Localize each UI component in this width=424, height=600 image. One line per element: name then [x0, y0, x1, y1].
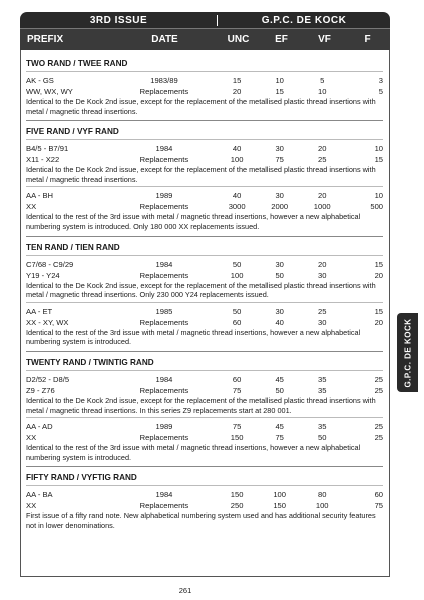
- ef-cell: 2000: [271, 202, 289, 212]
- prefix-cell: B4/5 - B7/91: [26, 144, 69, 154]
- ef-cell: 30: [275, 259, 284, 269]
- vf-cell: 20: [317, 144, 327, 154]
- f-cell: 25: [374, 385, 384, 395]
- prefix-cell: AA - ET: [26, 306, 53, 316]
- section-title: TEN RAND / TIEN RAND: [26, 242, 120, 252]
- ef-cell: 15: [275, 87, 284, 96]
- vf-cell: 30: [317, 270, 327, 280]
- table-row: [26, 385, 383, 396]
- vf-cell: 35: [317, 374, 327, 384]
- vf-cell: 20: [317, 259, 327, 269]
- date-cell: Replacements: [139, 270, 189, 280]
- date-cell: Replacements: [139, 501, 189, 511]
- date-cell: Replacements: [139, 385, 189, 395]
- entry-description: Identical to the rest of the 3rd issue with metal / magnetic thread insertions, however a new alphabetical numbering system is introduced.: [26, 327, 361, 347]
- col-prefix-header: PREFIX: [27, 34, 64, 45]
- entry-divider: [26, 139, 383, 140]
- prefix-cell: Z9 - Z76: [26, 385, 55, 395]
- table-row: [26, 259, 383, 270]
- f-cell: 3: [378, 76, 384, 85]
- ef-cell: 75: [275, 433, 284, 443]
- f-cell: 20: [374, 317, 384, 327]
- unc-cell: 100: [230, 270, 244, 280]
- vf-cell: 30: [317, 317, 327, 327]
- unc-cell: 150: [230, 490, 244, 500]
- f-cell: 10: [374, 191, 384, 201]
- table-row: [26, 143, 383, 154]
- side-tab: [397, 313, 418, 392]
- f-cell: 5: [378, 87, 384, 96]
- table-row: [26, 270, 383, 281]
- catalogue-page: [20, 12, 390, 585]
- prefix-cell: WW, WX, WY: [26, 87, 73, 96]
- f-cell: 75: [374, 501, 384, 511]
- ef-cell: 150: [273, 501, 286, 511]
- table-row: [26, 306, 383, 317]
- section-divider: [26, 466, 383, 467]
- section-divider: [26, 351, 383, 352]
- unc-cell: 60: [232, 374, 242, 384]
- col-vf-header: VF: [318, 34, 331, 45]
- entry-divider: [26, 485, 383, 486]
- entry-description: Identical to the De Kock 2nd issue, except for the replacement of the metallised plastic thread insertions with metal / magnetic thread insertions.: [26, 97, 376, 116]
- ef-cell: 45: [275, 374, 284, 384]
- side-tab-label: G.P.C. DE KOCK: [403, 317, 412, 388]
- unc-cell: 3000: [228, 202, 246, 212]
- date-cell: 1984: [155, 144, 173, 154]
- unc-cell: 75: [232, 422, 242, 432]
- vf-cell: 5: [320, 76, 325, 85]
- table-row: [26, 201, 383, 212]
- entry-description: Identical to the rest of the 3rd issue with metal / magnetic thread insertions, however a new alphabetical numbering system is introduced.: [26, 443, 361, 462]
- ef-cell: 30: [275, 144, 284, 154]
- vf-cell: 80: [317, 490, 327, 500]
- table-row: [26, 75, 383, 86]
- ef-cell: 30: [275, 306, 284, 316]
- date-cell: 1984: [155, 490, 173, 500]
- date-cell: 1989: [155, 191, 173, 201]
- table-row: [26, 489, 383, 500]
- ef-cell: 50: [275, 385, 284, 395]
- prefix-cell: Y19 - Y24: [26, 270, 60, 280]
- table-row: [26, 500, 383, 511]
- unc-cell: 60: [232, 317, 242, 327]
- date-cell: Replacements: [139, 87, 189, 96]
- date-cell: 1985: [155, 306, 173, 316]
- f-cell: 15: [374, 259, 384, 269]
- f-cell: 15: [374, 306, 384, 316]
- f-cell: 20: [374, 270, 384, 280]
- col-ef-header: EF: [275, 34, 288, 45]
- table-row: [26, 432, 383, 443]
- entry-divider: [26, 417, 383, 418]
- date-cell: 1989: [155, 422, 173, 432]
- table-row: [26, 154, 383, 165]
- prefix-cell: AA - BA: [26, 490, 53, 500]
- prefix-cell: AK - GS: [26, 76, 54, 85]
- ef-cell: 45: [275, 422, 284, 432]
- col-f-header: F: [364, 34, 371, 45]
- date-cell: Replacements: [139, 155, 189, 165]
- prefix-cell: D2/52 - D8/5: [26, 374, 70, 384]
- unc-cell: 150: [230, 433, 244, 443]
- f-cell: 25: [374, 433, 384, 443]
- entry-description: Identical to the De Kock 2nd issue, except for the replacement of the metallised plastic thread insertions with metal / magnetic thread insertions. In this series Z9 replacements start at 280 001.: [26, 395, 376, 415]
- date-cell: 1983/89: [150, 76, 178, 85]
- column-header-bar: [20, 28, 390, 50]
- f-cell: 10: [374, 144, 384, 154]
- header-top-bar: [20, 12, 390, 28]
- unc-cell: 40: [232, 144, 242, 154]
- date-cell: 1984: [155, 374, 173, 384]
- section-title: TWENTY RAND / TWINTIG RAND: [26, 357, 154, 367]
- price-table: [20, 50, 390, 577]
- section-title: FIFTY RAND / VYFTIG RAND: [26, 473, 137, 483]
- vf-cell: 1000: [313, 202, 331, 212]
- vf-cell: 35: [317, 422, 327, 432]
- section-title: TWO RAND / TWEE RAND: [26, 59, 128, 68]
- issue-heading: 3RD ISSUE: [20, 15, 218, 26]
- unc-cell: 50: [232, 306, 242, 316]
- prefix-cell: XX: [26, 501, 37, 511]
- entry-description: First issue of a fifty rand note. New alphabetical numbering system used and has additional security features not in lower denominations.: [26, 511, 376, 530]
- table-row: [26, 317, 383, 328]
- ef-cell: 10: [275, 76, 284, 85]
- unc-cell: 50: [232, 259, 242, 269]
- prefix-cell: C7/68 - C9/29: [26, 259, 74, 269]
- page-number: 261: [178, 586, 192, 595]
- entry-divider: [26, 370, 383, 371]
- unc-cell: 75: [232, 385, 242, 395]
- date-cell: Replacements: [139, 317, 189, 327]
- vf-cell: 25: [317, 155, 327, 165]
- vf-cell: 35: [317, 385, 327, 395]
- entry-divider: [26, 302, 383, 303]
- unc-cell: 20: [232, 87, 242, 96]
- unc-cell: 15: [232, 76, 242, 85]
- entry-description: Identical to the De Kock 2nd issue, except for the replacement of the metallised plastic thread insertions with metal / magnetic thread insertions.: [26, 165, 376, 184]
- ef-cell: 50: [275, 270, 284, 280]
- section-title: FIVE RAND / VYF RAND: [26, 127, 119, 137]
- table-row: [26, 190, 383, 201]
- entry-divider: [26, 186, 383, 187]
- col-date-header: DATE: [151, 34, 178, 45]
- unc-cell: 100: [230, 155, 244, 165]
- vf-cell: 10: [317, 87, 327, 96]
- entry-divider: [26, 71, 383, 72]
- unc-cell: 250: [230, 501, 244, 511]
- ef-cell: 40: [275, 317, 284, 327]
- date-cell: Replacements: [139, 433, 189, 443]
- prefix-cell: X11 - X22: [26, 155, 60, 165]
- unc-cell: 40: [232, 191, 242, 201]
- entry-divider: [26, 255, 383, 256]
- vf-cell: 50: [317, 433, 327, 443]
- table-row: [26, 86, 383, 97]
- prefix-cell: XX - XY, WX: [26, 317, 69, 327]
- date-cell: 1984: [155, 259, 173, 269]
- vf-cell: 20: [317, 191, 327, 201]
- vf-cell: 25: [317, 306, 327, 316]
- ef-cell: 75: [275, 155, 284, 165]
- table-row: [26, 421, 383, 432]
- section-divider: [26, 120, 383, 121]
- prefix-cell: AA - BH: [26, 191, 54, 201]
- f-cell: 25: [374, 374, 384, 384]
- ef-cell: 100: [273, 490, 286, 500]
- prefix-cell: XX: [26, 202, 37, 212]
- entry-description: Identical to the De Kock 2nd issue, except for the replacement of the metallised plastic thread insertions with metal / magnetic thread insertions. Only 230 000 Y24 replacements issued.: [26, 280, 376, 300]
- vf-cell: 100: [315, 501, 329, 511]
- f-cell: 25: [374, 422, 384, 432]
- prefix-cell: AA - AD: [26, 422, 53, 432]
- col-unc-header: UNC: [227, 34, 250, 45]
- table-row: [26, 374, 383, 385]
- section-divider: [26, 236, 383, 237]
- entry-description: Identical to the rest of the 3rd issue with metal / magnetic thread insertions, however a new alphabetical numbering system is introduced. Only 180 000 XX replacements issued.: [26, 212, 361, 231]
- catalogue-heading: G.P.C. DE KOCK: [261, 14, 347, 26]
- date-cell: Replacements: [139, 202, 189, 212]
- f-cell: 500: [370, 202, 384, 212]
- ef-cell: 30: [275, 191, 284, 201]
- prefix-cell: XX: [26, 433, 37, 443]
- f-cell: 15: [374, 155, 384, 165]
- f-cell: 60: [374, 490, 384, 500]
